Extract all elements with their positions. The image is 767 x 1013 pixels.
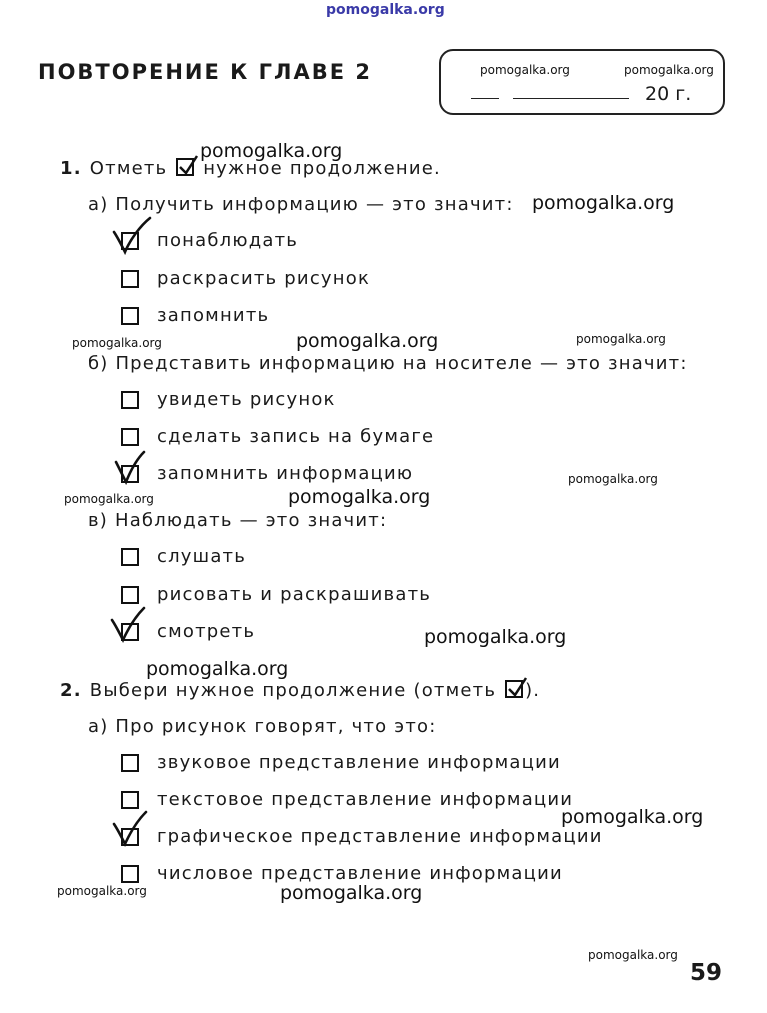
watermark: pomogalka.org bbox=[532, 192, 675, 214]
option-label: раскрасить рисунок bbox=[157, 268, 371, 289]
watermark: pomogalka.org bbox=[296, 330, 439, 352]
watermark: pomogalka.org bbox=[588, 948, 678, 962]
checkbox-1a-1[interactable] bbox=[121, 232, 139, 250]
checked-box-icon bbox=[505, 680, 523, 698]
watermark: pomogalka.org bbox=[72, 336, 162, 350]
option-label: понаблюдать bbox=[157, 230, 299, 251]
checkbox-1b-2[interactable] bbox=[121, 428, 139, 446]
checked-box-icon bbox=[176, 158, 194, 176]
question-text: ). bbox=[525, 680, 541, 701]
question-text: Выбери нужное продолжение (отметь bbox=[89, 680, 497, 701]
page-number: 59 bbox=[690, 960, 723, 986]
option-label: сделать запись на бумаге bbox=[157, 426, 435, 447]
question-1 bbox=[60, 158, 441, 179]
date-year: 20 г. bbox=[645, 83, 692, 105]
checkbox-1c-3[interactable] bbox=[121, 623, 139, 641]
checkbox-1b-1[interactable] bbox=[121, 391, 139, 409]
page-title: ПОВТОРЕНИЕ К ГЛАВЕ 2 bbox=[38, 60, 372, 84]
checkbox-1a-3[interactable] bbox=[121, 307, 139, 325]
watermark: pomogalka.org bbox=[146, 658, 289, 680]
watermark: pomogalka.org bbox=[561, 806, 704, 828]
checkbox-2a-4[interactable] bbox=[121, 865, 139, 883]
watermark: pomogalka.org bbox=[568, 472, 658, 486]
option-label: текстовое представление информации bbox=[157, 789, 574, 810]
option-label: слушать bbox=[157, 546, 247, 567]
option-label: запомнить информацию bbox=[157, 463, 414, 484]
question-2 bbox=[60, 680, 540, 701]
watermark: pomogalka.org bbox=[64, 492, 154, 506]
date-day-line bbox=[471, 98, 499, 99]
watermark: pomogalka.org bbox=[288, 486, 431, 508]
date-field[interactable] bbox=[439, 49, 725, 115]
option-label: звуковое представление информации bbox=[157, 752, 561, 773]
option-label: графическое представление информации bbox=[157, 826, 603, 847]
subquestion-1a: а) Получить информацию — это значит: bbox=[88, 194, 514, 215]
subquestion-1c: в) Наблюдать — это значит: bbox=[88, 510, 388, 531]
watermark: pomogalka.org bbox=[480, 63, 570, 77]
checkbox-1a-2[interactable] bbox=[121, 270, 139, 288]
checkbox-2a-2[interactable] bbox=[121, 791, 139, 809]
subquestion-1b: б) Представить информацию на носителе — это значит: bbox=[88, 353, 688, 374]
question-number: 2. bbox=[60, 680, 82, 701]
checkbox-2a-3[interactable] bbox=[121, 828, 139, 846]
checkbox-1c-1[interactable] bbox=[121, 548, 139, 566]
watermark: pomogalka.org bbox=[57, 884, 147, 898]
option-label: числовое представление информации bbox=[157, 863, 563, 884]
option-label: запомнить bbox=[157, 305, 270, 326]
date-month-line bbox=[513, 98, 629, 99]
option-label: увидеть рисунок bbox=[157, 389, 336, 410]
watermark: pomogalka.org bbox=[624, 63, 714, 77]
watermark-top: pomogalka.org bbox=[326, 2, 445, 18]
option-label: смотреть bbox=[157, 621, 256, 642]
question-number: 1. bbox=[60, 158, 82, 179]
watermark: pomogalka.org bbox=[280, 882, 423, 904]
option-label: рисовать и раскрашивать bbox=[157, 584, 432, 605]
subquestion-2a: а) Про рисунок говорят, что это: bbox=[88, 716, 437, 737]
watermark: pomogalka.org bbox=[424, 626, 567, 648]
question-text: Отметь bbox=[89, 158, 168, 179]
watermark: pomogalka.org bbox=[576, 332, 666, 346]
checkbox-1c-2[interactable] bbox=[121, 586, 139, 604]
watermark: pomogalka.org bbox=[200, 140, 343, 162]
checkbox-2a-1[interactable] bbox=[121, 754, 139, 772]
checkbox-1b-3[interactable] bbox=[121, 465, 139, 483]
question-text: нужное продолжение. bbox=[203, 158, 441, 179]
